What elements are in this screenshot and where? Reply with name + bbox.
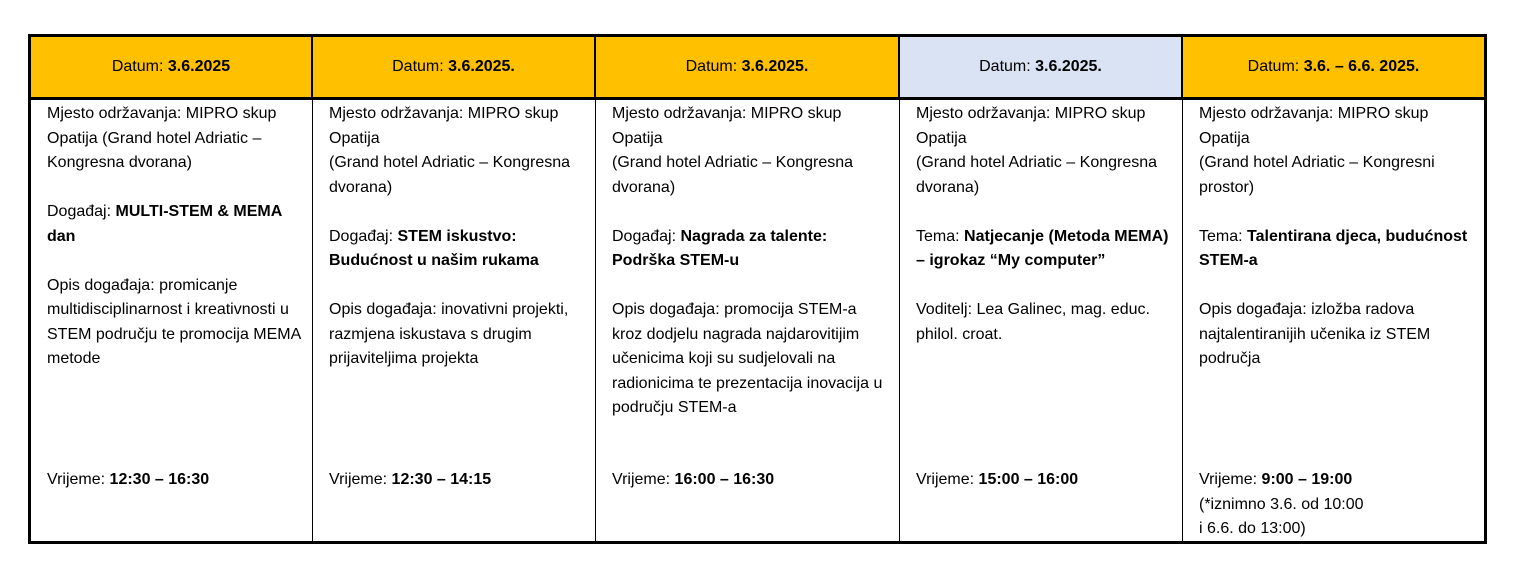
time-value: 16:00 – 16:30 xyxy=(674,471,775,488)
description-text: promocija STEM-a kroz dodjelu nagrada najdarovitijim učenicima koji su sudjelovali na radionicima te prezentacija inovacija u području STEM-a xyxy=(612,301,883,416)
venue-location: (Grand hotel Adriatic – Kongresna dvorana) xyxy=(612,154,854,196)
date-label: Datum: xyxy=(111,58,164,75)
venue-location: (Grand hotel Adriatic – Kongresni prostor) xyxy=(1199,154,1435,196)
description-label: Opis događaja: xyxy=(47,276,155,294)
description-line xyxy=(47,274,302,372)
time-value: 15:00 – 16:00 xyxy=(978,471,1079,488)
event-title: MULTI-STEM & MEMA dan xyxy=(47,203,282,245)
time-block xyxy=(329,468,587,493)
date-header xyxy=(900,37,1183,100)
event-column-stem-iskustvo xyxy=(313,37,596,541)
event-details xyxy=(313,100,595,541)
description-text: promicanje multidisciplinarnost i kreativnosti u STEM području te promocija MEMA metode xyxy=(47,276,301,367)
event-details xyxy=(900,100,1182,541)
theme-label: Tema: xyxy=(1199,227,1243,245)
event-label: Događaj: xyxy=(612,227,677,245)
date-value: 3.6. – 6.6. 2025. xyxy=(1303,58,1420,75)
time-block xyxy=(1199,468,1476,542)
theme-title: Talentirana djeca, budućnost STEM-a xyxy=(1199,227,1468,269)
event-title: Nagrada za talente: Podrška STEM-u xyxy=(612,227,828,269)
theme-title: Natjecanje (Metoda MEMA) – igrokaz “My computer” xyxy=(916,227,1169,269)
leader-label: Voditelj: xyxy=(916,301,973,318)
theme-line xyxy=(1199,225,1474,274)
time-block xyxy=(916,468,1174,493)
time-line xyxy=(1199,468,1476,493)
description-label: Opis događaja: xyxy=(329,301,437,318)
theme-line xyxy=(916,225,1172,274)
venue-text: Mjesto održavanja: MIPRO skup Opatija xyxy=(1199,105,1429,147)
event-details xyxy=(596,100,899,541)
date-header xyxy=(596,37,900,100)
date-label: Datum: xyxy=(392,58,444,75)
time-value: 12:30 – 14:15 xyxy=(391,471,492,488)
date-value: 3.6.2025. xyxy=(448,58,515,75)
event-column-natjecanje xyxy=(900,37,1183,541)
time-label: Vrijeme: xyxy=(1199,471,1258,488)
time-block xyxy=(612,468,891,493)
event-details xyxy=(31,100,312,541)
time-label: Vrijeme: xyxy=(47,471,106,488)
event-title: STEM iskustvo: Budućnost u našim rukama xyxy=(329,227,539,269)
time-note: (*iznimno 3.6. od 10:00 xyxy=(1199,495,1364,513)
date-label: Datum: xyxy=(1247,58,1300,75)
date-header xyxy=(313,37,596,100)
time-label: Vrijeme: xyxy=(916,471,975,488)
description-text: izložba radova najtalentiranijih učenika iz STEM područja xyxy=(1199,301,1431,367)
leader-line xyxy=(916,298,1172,347)
date-label: Datum: xyxy=(685,58,738,75)
date-header xyxy=(31,37,313,100)
time-label: Vrijeme: xyxy=(612,471,671,488)
venue-location: (Grand hotel Adriatic – Kongresna dvorana) xyxy=(329,154,571,196)
time-block xyxy=(47,468,304,493)
event-line xyxy=(47,200,302,249)
date-header xyxy=(1183,37,1484,100)
theme-label: Tema: xyxy=(916,227,960,245)
date-value: 3.6.2025 xyxy=(167,58,231,75)
time-value: 12:30 – 16:30 xyxy=(109,471,210,488)
description-line xyxy=(1199,298,1474,372)
time-label: Vrijeme: xyxy=(329,471,388,488)
event-label: Događaj: xyxy=(47,203,112,220)
event-details xyxy=(1183,100,1484,541)
event-column-talentirana-djeca xyxy=(1183,37,1484,541)
event-label: Događaj: xyxy=(329,227,394,245)
date-value: 3.6.2025. xyxy=(741,58,809,75)
venue-location: (Grand hotel Adriatic – Kongresna dvorana) xyxy=(916,154,1158,196)
venue-text: Mjesto održavanja: MIPRO skup Opatija (Grand hotel Adriatic – Kongresna dvorana) xyxy=(47,105,277,171)
description-line xyxy=(612,298,889,421)
description-text: inovativni projekti, razmjena iskustava s drugim prijaviteljima projekta xyxy=(329,301,569,367)
description-label: Opis događaja: xyxy=(612,301,720,318)
venue-text: Mjesto održavanja: MIPRO skup Opatija xyxy=(329,105,559,147)
time-note: i 6.6. do 13:00) xyxy=(1199,520,1306,537)
event-line xyxy=(612,225,889,274)
event-column-multi-stem xyxy=(31,37,313,541)
leader-name: Lea Galinec, mag. educ. philol. croat. xyxy=(916,301,1150,343)
description-line xyxy=(329,298,585,372)
time-value: 9:00 – 19:00 xyxy=(1261,471,1353,488)
event-line xyxy=(329,225,585,274)
date-label: Datum: xyxy=(979,58,1031,75)
event-schedule-table xyxy=(28,34,1487,544)
date-value: 3.6.2025. xyxy=(1035,58,1102,75)
event-column-nagrada xyxy=(596,37,900,541)
venue-text: Mjesto održavanja: MIPRO skup Opatija xyxy=(916,105,1146,147)
venue-text: Mjesto održavanja: MIPRO skup Opatija xyxy=(612,105,842,147)
description-label: Opis događaja: xyxy=(1199,301,1307,318)
